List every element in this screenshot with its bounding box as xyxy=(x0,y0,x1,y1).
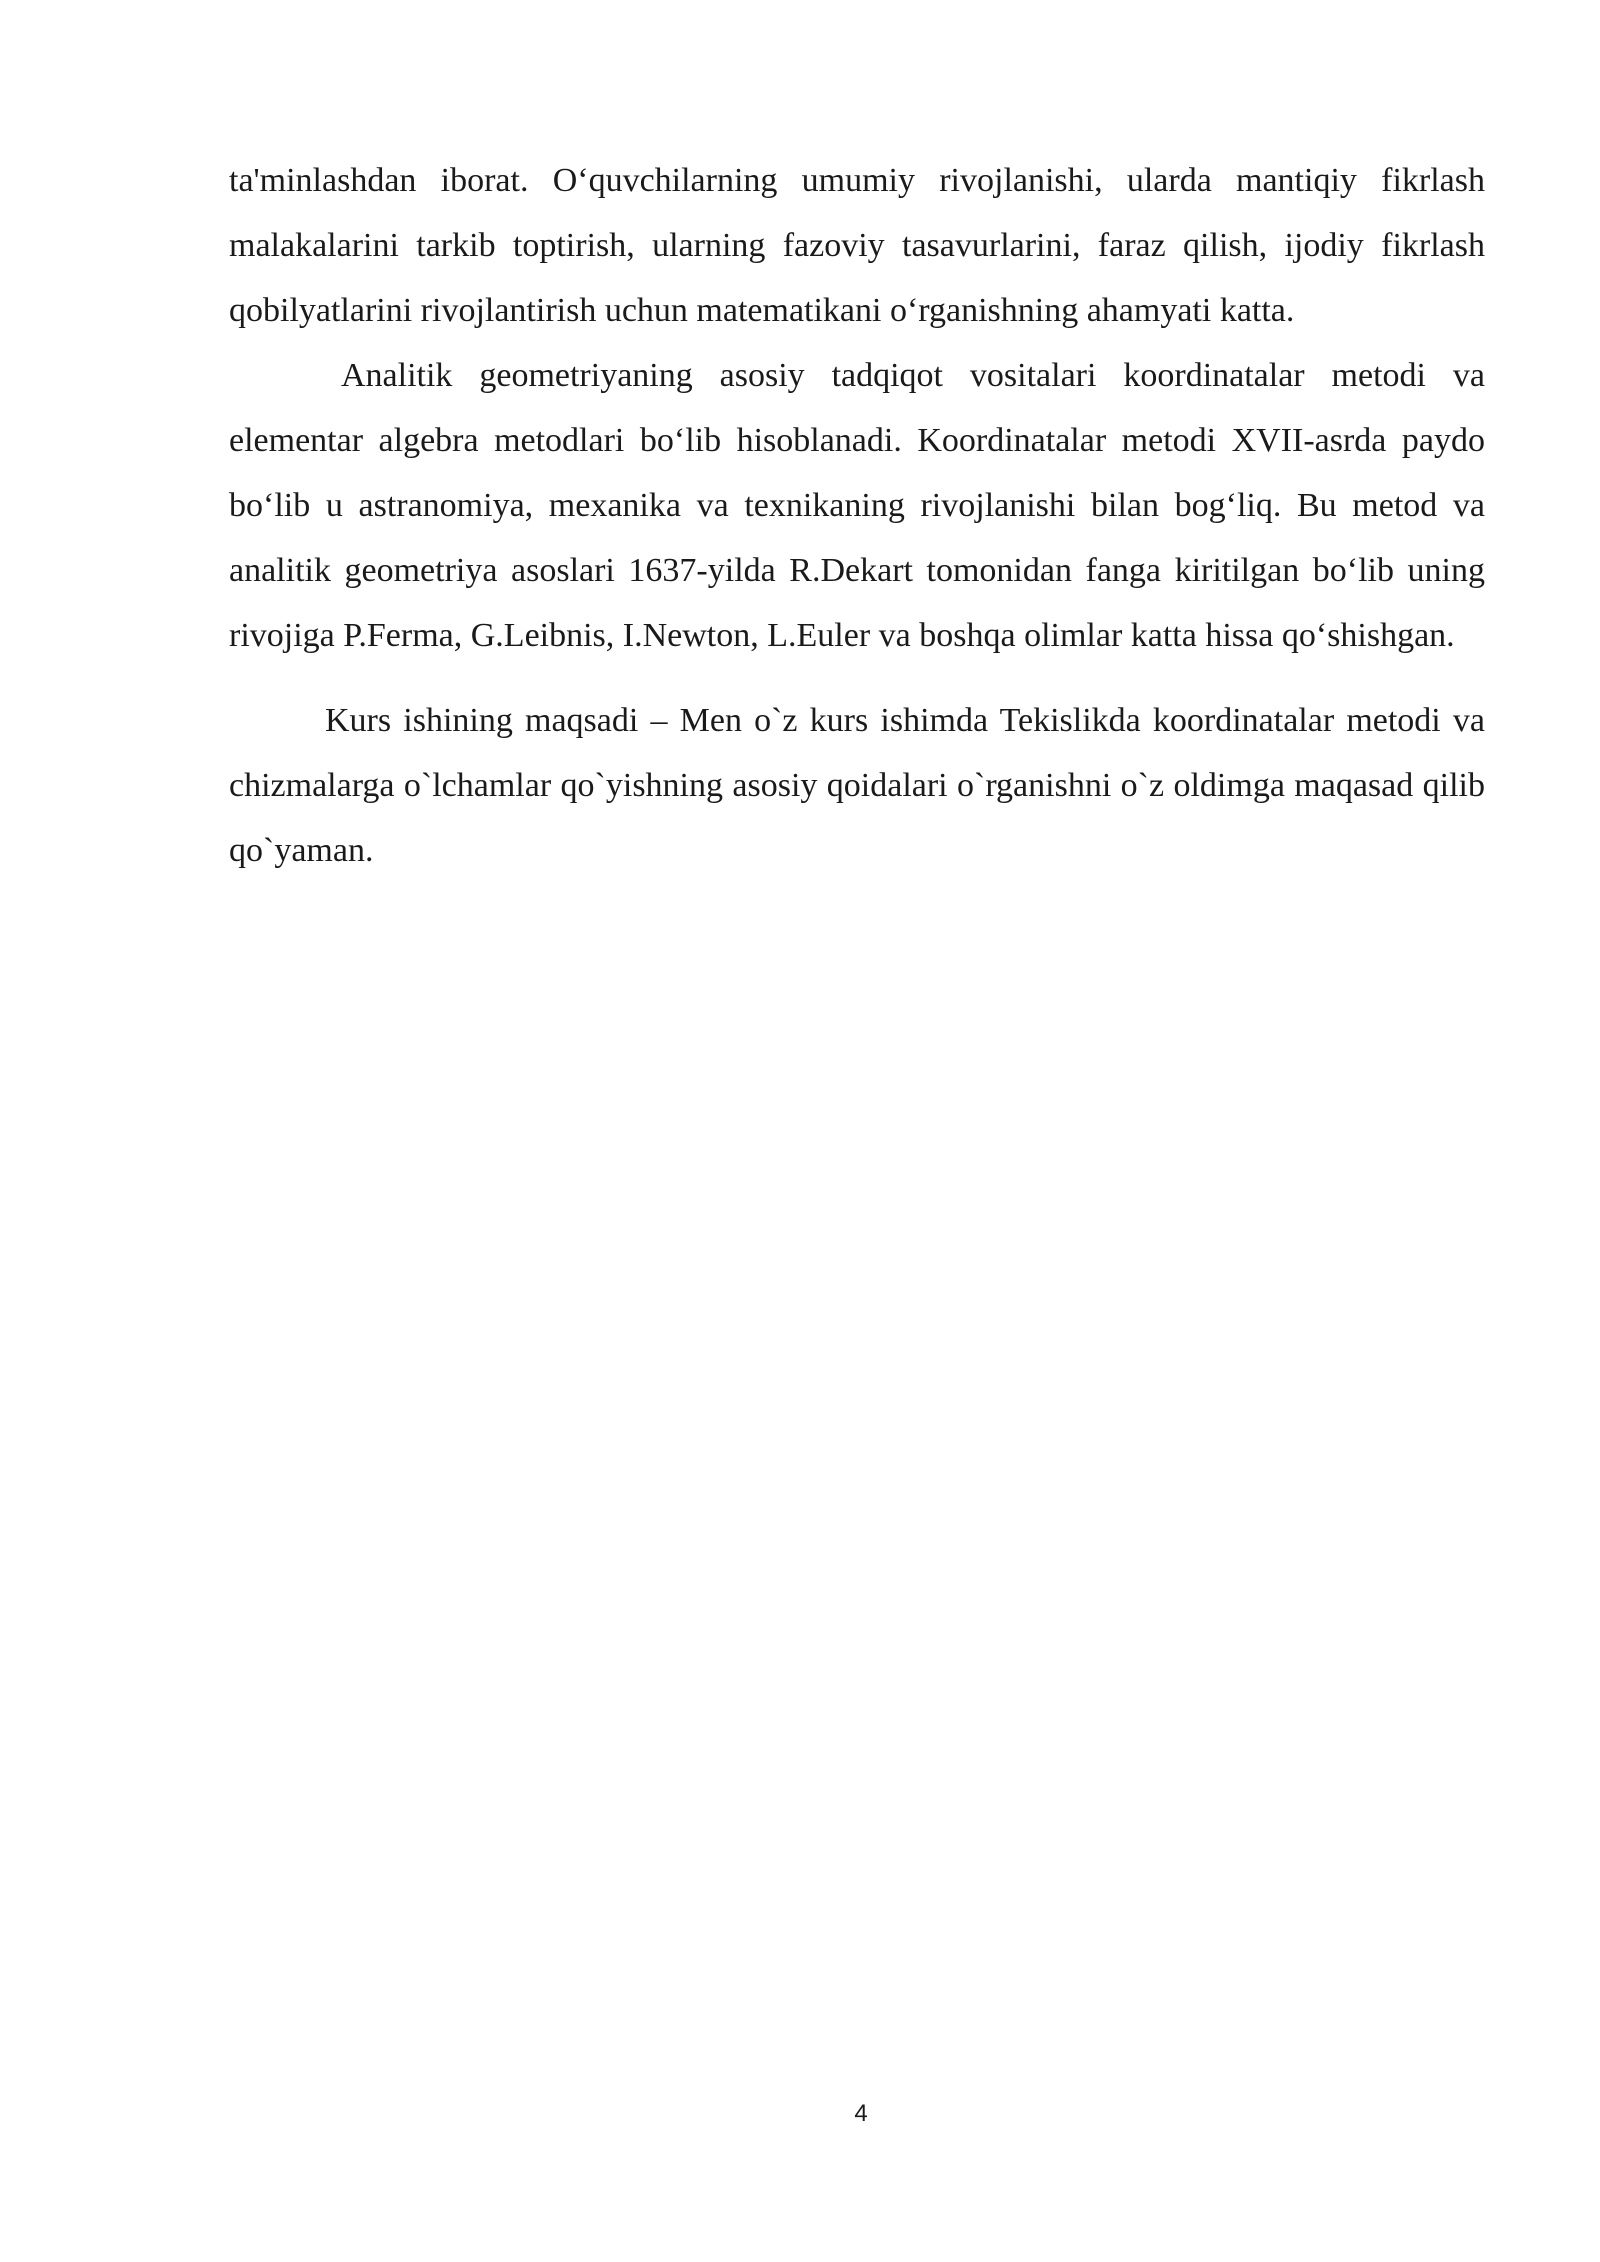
paragraph-intro-continuation: ta'minlashdan iborat. O‘quvchilarning umumiy rivojlanishi, ularda mantiqiy fikrlash malakalarini tarkib toptirish, ularning fazoviy tasavurlarini, faraz qilish, ijodiy fikrlash qobilyatlarini rivojlantirish uchun matematikani o‘rganishning ahamyati katta. xyxy=(229,162,1485,329)
paragraph-course-goal: Kurs ishining maqsadi – Men o`z kurs ishimda Tekislikda koordinatalar metodi va chizmalarga o`lchamlar qo`yishning asosiy qoidalari o`rganishni o`z oldimga maqasad qilib qo`yaman. xyxy=(229,702,1485,869)
page-number: 4 xyxy=(854,2100,868,2127)
paragraph-analytic-geometry: Analitik geometriyaning asosiy tadqiqot vositalari koordinatalar metodi va elementar algebra metodlari bo‘lib hisoblanadi. Koordinatalar metodi XVII-asrda paydo bo‘lib u astranomiya, mexanika va texnikaning rivojlanishi bilan bog‘liq. Bu metod va analitik geometriya asoslari 1637-yilda R.Dekart tomonidan fanga kiritilgan bo‘lib uning rivojiga P.Ferma, G.Leibnis, I.Newton, L.Euler va boshqa olimlar katta hissa qo‘shishgan. xyxy=(229,357,1485,654)
body-text xyxy=(229,148,1485,883)
